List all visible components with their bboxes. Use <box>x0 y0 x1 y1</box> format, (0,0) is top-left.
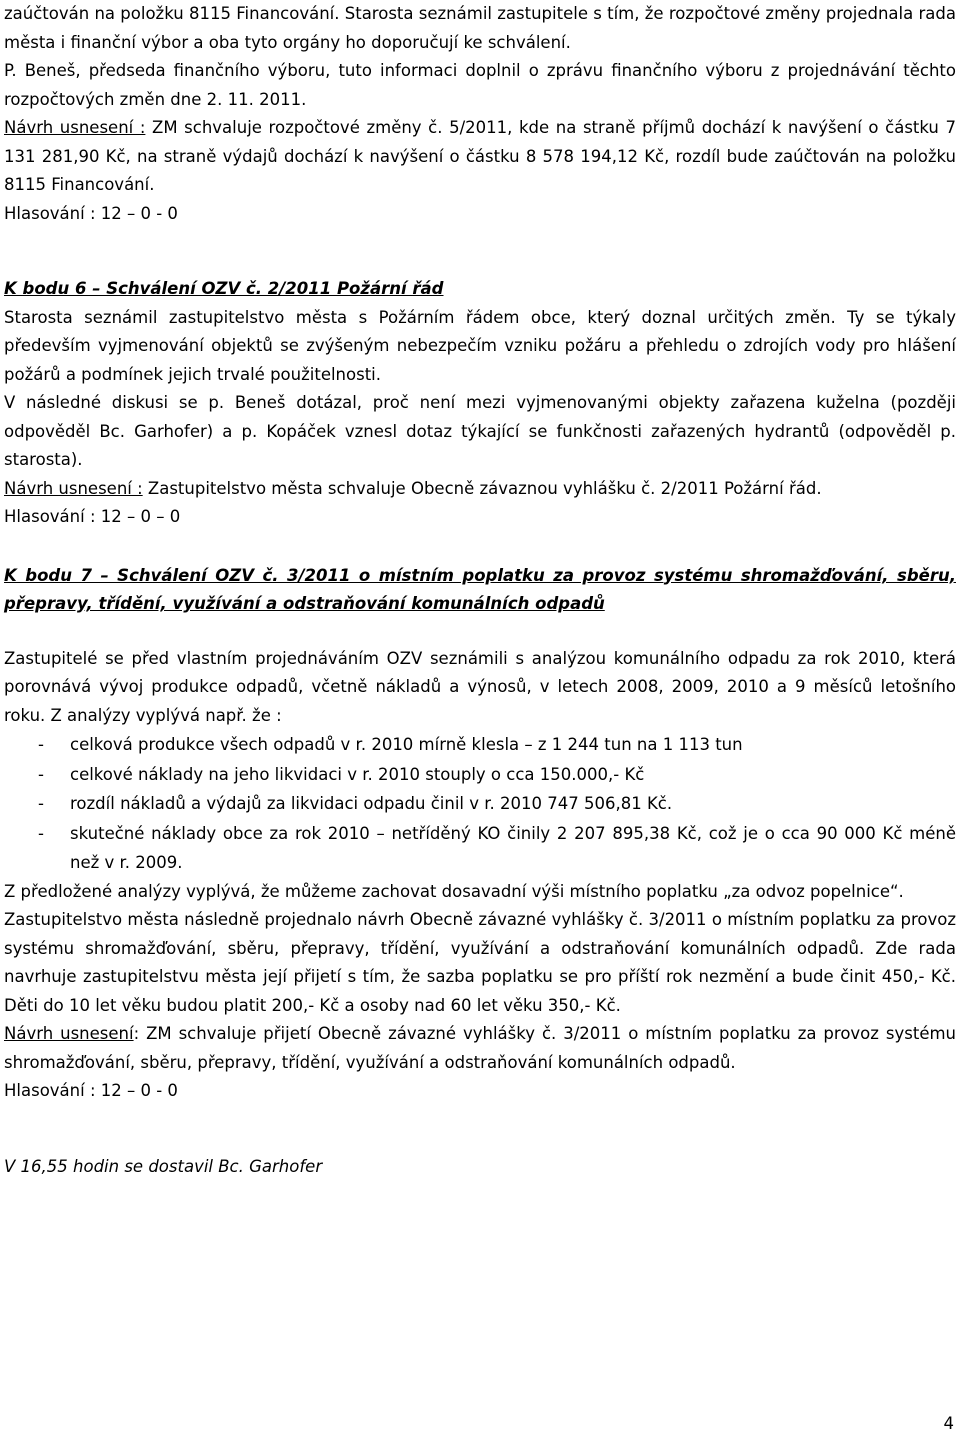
analysis-list <box>4 730 956 878</box>
paragraph-fee-keep: Z předložené analýzy vyplývá, že můžeme zachovat dosavadní výši místního poplatku „za odvoz popelnice“. <box>4 881 904 901</box>
paragraph-finance-committee: P. Beneš, předseda finančního výboru, tuto informaci doplnil o zprávu finančního výboru z projednávání těchto rozpočtových změn dne 2. 11. 2011. <box>4 61 956 109</box>
motion-budget <box>4 114 956 200</box>
motion-label: Návrh usnesení : <box>4 118 146 137</box>
paragraph-discussion: V následné diskusi se p. Beneš dotázal, proč není mezi vyjmenovanými objekty zařazena kuželna (později odpověděl Bc. Garhofer) a p. Kopáček vznesl dotaz týkající se funkčnosti zařazených hydrantů (odpověděl p. starosta). <box>4 393 956 469</box>
motion-text: : ZM schvaluje přijetí Obecně závazné vyhlášky č. 3/2011 o místním poplatku za provoz systému shromažďování, sběru, přepravy, třídění, využívání a odstraňování komunálních odpadů. <box>4 1024 956 1072</box>
motion-label: Návrh usnesení <box>4 1024 134 1043</box>
vote-result: Hlasování : 12 – 0 – 0 <box>4 507 181 526</box>
motion-text: ZM schvaluje rozpočtové změny č. 5/2011, kde na straně příjmů dochází k navýšení o částku 7 131 281,90 Kč, na straně výdajů dochází k navýšení o částku 8 578 194,12 Kč, rozdíl bude zaúčtován na položku 8115 Financování. <box>4 118 956 194</box>
vote-result: Hlasování : 12 – 0 - 0 <box>4 1081 178 1100</box>
arrival-note: V 16,55 hodin se dostavil Bc. Garhofer <box>4 1156 323 1176</box>
paragraph-waste-analysis: Zastupitelé se před vlastním projednáváním OZV seznámili s analýzou komunálního odpadu za rok 2010, která porovnává vývoj produkce odpadů, včetně nákladů a výnosů, v letech 2008, 2009, 2010 a 9 měsíců letošního roku. Z analýzy vyplývá např. že : <box>4 648 956 725</box>
paragraph-ordinance: Zastupitelstvo města následně projednalo návrh Obecně závazné vyhlášky č. 3/2011 o místním poplatku za provoz systému shromažďování, sběru, přepravy, třídění, využívání a odstraňování komunálních odpadů. Zde rada navrhuje zastupitelstvu města její přijetí s tím, že sazba poplatku se pro příští rok nezmění a bude činit 450,- Kč. Děti do 10 let věku budou platit 200,- Kč a osoby nad 60 let věku 350,- Kč. <box>4 910 956 1015</box>
page-number: 4 <box>943 1414 954 1433</box>
section-heading-item6: K bodu 6 – Schválení OZV č. 2/2011 Požární řád <box>4 279 444 298</box>
document-page <box>4 0 956 1181</box>
list-item: - rozdíl nákladů a výdajů za likvidaci odpadu činil v r. 2010 747 506,81 Kč. <box>38 794 673 813</box>
motion-text: Zastupitelstvo města schvaluje Obecně závaznou vyhlášku č. 2/2011 Požární řád. <box>142 478 822 498</box>
list-item: - skutečné náklady obce za rok 2010 – netříděný KO činily 2 207 895,38 Kč, což je o cca 90 000 Kč méně než v r. 2009. <box>38 823 956 872</box>
paragraph-budget-intro: zaúčtován na položku 8115 Financování. Starosta seznámil zastupitele s tím, že rozpočtové změny projednala rada města i finanční výbor a oba tyto orgány ho doporučují ke schválení. <box>4 4 956 52</box>
list-item: - celková produkce všech odpadů v r. 2010 mírně klesla – z 1 244 tun na 1 113 tun <box>38 735 743 754</box>
vote-result: Hlasování : 12 – 0 - 0 <box>4 203 178 223</box>
motion-label: Návrh usnesení : <box>4 478 143 498</box>
section-heading-item7: K bodu 7 – Schválení OZV č. 3/2011 o místním poplatku za provoz systému shromažďování, sběru, přepravy, třídění, využívání a odstraňování komunálních odpadů <box>4 565 956 613</box>
motion-fire-order <box>4 475 956 504</box>
list-item: - celkové náklady na jeho likvidaci v r. 2010 stouply o cca 150.000,- Kč <box>38 764 645 784</box>
paragraph-fire-order: Starosta seznámil zastupitelstvo města s Požárním řádem obce, který doznal určitých změn. Ty se týkaly především vyjmenování objektů se zvýšeným nebezpečím vzniku požáru a přehledu o zdrojích vody pro hlášení požárů a podmínek jejich trvalé použitelnosti. <box>4 307 956 384</box>
motion-waste-ordinance <box>4 1020 956 1077</box>
